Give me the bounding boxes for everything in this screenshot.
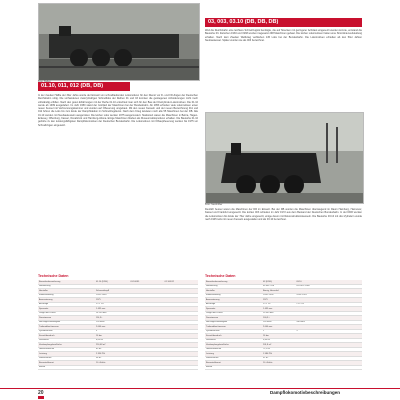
table-cell: 2'C1' h3 xyxy=(295,302,328,307)
locomotive-photo-image xyxy=(206,113,363,203)
table-row-label: Brennstoffvorrat xyxy=(38,361,95,366)
table-row-label: Hersteller xyxy=(205,289,262,294)
table-row xyxy=(205,365,362,370)
table-row-label: Dienstmasse xyxy=(205,316,262,321)
tech-data-table-right xyxy=(205,280,362,370)
table-cell: 03 (DRG) xyxy=(262,280,295,284)
table-cell: 01.10/011 xyxy=(129,280,163,284)
table-row-label: Verdampfungsheizfläche xyxy=(205,343,262,348)
table-row-label: Rostfläche xyxy=(205,338,262,343)
table-cell: Schwartzkopff xyxy=(95,289,129,294)
table-row-label: Rostfläche xyxy=(38,338,95,343)
table-row-label: Zylinderanzahl xyxy=(205,329,262,334)
section-header-01-10: 01.10, 011, 012 (DB, DB) xyxy=(38,82,130,91)
table-row-label: Überhitzerfläche xyxy=(38,347,95,352)
section-text-03-top: Weil die Reichsbahn eine leichtere Schnellzuglok benötigte, die auf Strecken mit geringerer Achslast eingesetzt werden konnte, entstand die Baureihe 03. Zwischen 1930 und 1938 wurden insgesamt 298 Maschinen gebaut. Die letzten Lokomotiven hatten eine Stromlinienverkleidung erhalten. Nach dem Zweiten Weltkrieg verblieben 145 Loks bei der Bundesbahn. Die Lokomotiven erhielten ab den 50er Jahren Neubaukessel. Später wurden sie als 003 bezeichnet. xyxy=(205,29,362,42)
section-text-03-bottom: Deutlich besser waren die Maschinen der DR im Einsatz. Bei der DB wurden die Maschinen überwiegend im Raum Hamburg, Hannover, Kassel und Frankfurt eingesetzt. Die letzten 003 schieden im Jahr 1972 aus dem Bestand der Deutschen Bundesbahn. In der DDR wurden die Lokomotiven bis Ende der 70er Jahre eingesetzt, einige davon mit Rekonstruktionskesseln. Die Baureihe 03.10 mit drei Zylindern wurde nach 1945 teils mit neuen Kesseln ausgestattet und als 03.10 bezeichnet. xyxy=(205,208,362,221)
table-cell: 114,3 t xyxy=(95,316,129,321)
table-cell: 2'C1' h2 xyxy=(262,302,295,307)
tech-data-table-left xyxy=(38,280,198,370)
table-cell: 38 m³ xyxy=(95,356,129,361)
table-row-label: Wasservorrat xyxy=(38,356,95,361)
table-cell xyxy=(95,365,129,370)
table-row-label: Länge über Puffer xyxy=(38,311,95,316)
locomotive-photo-image xyxy=(39,4,199,80)
table-row-label: Spurweite xyxy=(205,307,262,312)
table-cell: 2 xyxy=(262,329,295,334)
tech-data-title-right: Technische Daten xyxy=(205,274,236,278)
table-row-label: Bauart xyxy=(205,365,262,370)
table-row-label: Kesselüberdruck xyxy=(38,334,95,339)
table-cell: 10 t Kohle xyxy=(95,361,129,366)
table-cell: 3 xyxy=(95,329,129,334)
tech-data-title-left: Technische Daten xyxy=(38,274,69,278)
table-row-label: Kesselüberdruck xyxy=(205,334,262,339)
table-cell: 150 km/h xyxy=(95,320,129,325)
table-cell xyxy=(329,365,362,370)
table-cell: 1939–1941 xyxy=(295,293,328,298)
table-cell xyxy=(129,365,163,370)
locomotive-photo-mid-right xyxy=(205,112,364,204)
table-cell: 32 m³ xyxy=(262,356,295,361)
table-row-label: Dienstmasse xyxy=(38,316,95,321)
section-text-01-10: In der zweiten Hälfte der 30er Jahre wurde der Einsatz von schnelllaufenden Lokomotiven für den Dienst vor D- und FD-Zügen der Deutschen Reichsbahn nötig. Die vorhandenen zweizylindrigen Schnellloks der Reihen 01 und 03 konnten die gestiegenen Anforderungen nicht mehr vollständig erfüllen. Nach den guten Erfahrungen mit der Reihe 01.10 entschied man sich für den Bau der Dreizylinder-Lokomotiven. Die 01.10 wurde ab 1939 ausgeliefert. Im Jahr 1950 stand der Großteil der Maschinen bei der Bundesbahn. Ab 1953 erhielten viele Lokomotiven einen neuen Kessel mit Verbrennungskammer und wurden auf Ölfeuerung umgebaut. Mit den neuen Kesseln und der neuen Bezeichnung 011 und 012 fuhren die Loks bis zum Ende der Dampftraktion im Schnellzugdienst. Nach dem Krieg landeten noch alle 55 Maschinen bei der DB. Alle 01.10 wurden mit Neubaukesseln ausgerüstet. Die letzten Loks wurden 1975 ausgemustert. Stationiert waren die Maschinen in Bebra, Hagen-Eckesey, Offenburg, Kassel, Osnabrück und Hamburg-Altona. Einige Maschinen blieben als Museumslokomotiven erhalten. Die Baureihe 01.10 gehörte zu den leistungsfähigsten Dampflokomotiven der Deutschen Bundesbahn. Die Lokomotiven mit Ölhauptfeuerung wurden bis 1975 vor Schnellzügen eingesetzt. xyxy=(38,94,198,127)
publisher-logo-icon xyxy=(38,396,44,399)
table-row-label: Nummerung xyxy=(205,284,262,289)
table-cell: 01.10/012 xyxy=(164,280,198,284)
table-row-label: Leistung xyxy=(38,352,95,357)
table-row-label: Nummerung xyxy=(38,284,95,289)
table-row-label: Baureihenbezeichnung xyxy=(205,280,262,284)
table-cell: Borsig, Henschel xyxy=(262,289,295,294)
table-cell: 1975 xyxy=(95,298,129,303)
table-cell: 1.435 mm xyxy=(95,307,129,312)
table-row-label: Zylinderanzahl xyxy=(38,329,95,334)
table-row-label: Länge über Puffer xyxy=(205,311,262,316)
page-number: 20 xyxy=(38,390,44,396)
table-cell: 1.435 mm xyxy=(262,307,295,312)
table-cell: 2.000 mm xyxy=(262,325,295,330)
table-cell: 16 bar xyxy=(262,334,295,339)
table-cell: 216,68 m² xyxy=(95,343,129,348)
photo-caption-mid-right: Foto: Steinhilber xyxy=(205,203,223,206)
table-cell xyxy=(164,365,198,370)
table-cell: 03.10 xyxy=(295,280,328,284)
table-row-label: Brennstoffvorrat xyxy=(205,361,262,366)
table-cell: 23.905 mm xyxy=(262,311,295,316)
table-row-label: Baureihenbezeichnung xyxy=(38,280,95,284)
table-cell: 2'C1' h3 xyxy=(95,302,129,307)
table-cell: 130 km/h xyxy=(262,320,295,325)
table-row-label: Spurweite xyxy=(38,307,95,312)
table-cell: 100,3 t xyxy=(262,316,295,321)
footer-rule xyxy=(0,388,400,389)
table-row-label: Höchstgeschwindigkeit xyxy=(38,320,95,325)
table-cell: 85 m² xyxy=(95,347,129,352)
table-row-label: Indienststellung xyxy=(205,293,262,298)
table-cell xyxy=(262,365,295,370)
table-cell: 140 km/h xyxy=(295,320,328,325)
table-row-label: Leistung xyxy=(205,352,262,357)
table-cell: 01.10 (DRG) xyxy=(95,280,129,284)
table-row-label: Überhitzerfläche xyxy=(205,347,262,352)
table-row-label: Ausmusterung xyxy=(205,298,262,303)
table-row-label: Treibraddurchmesser xyxy=(38,325,95,330)
table-row-label: Höchstgeschwindigkeit xyxy=(205,320,262,325)
table-cell: 2.350 PSi xyxy=(95,352,129,357)
table-cell: 3,89 m² xyxy=(262,338,295,343)
table-cell: 4,05 m² xyxy=(95,338,129,343)
table-row-label: Ausmusterung xyxy=(38,298,95,303)
locomotive-photo-top-left xyxy=(38,3,200,81)
table-cell: 1930–1938 xyxy=(262,293,295,298)
table-cell: 10 t Kohle xyxy=(262,361,295,366)
table-row-label: Hersteller xyxy=(38,289,95,294)
table-row-label: Achsfolge xyxy=(38,302,95,307)
table-row-label: Achsfolge xyxy=(205,302,262,307)
table-cell: 03 001–298 xyxy=(262,284,295,289)
table-cell: 16 bar xyxy=(95,334,129,339)
table-cell: 201,8 m² xyxy=(262,343,295,348)
table-cell: 24.130 mm xyxy=(95,311,129,316)
table-row-label: Verdampfungsheizfläche xyxy=(38,343,95,348)
table-cell: 1979 xyxy=(262,298,295,303)
table-row xyxy=(38,365,198,370)
table-row-label: Indienststellung xyxy=(38,293,95,298)
table-cell: 72,2 m² xyxy=(262,347,295,352)
section-header-03: 03, 003, 03.10 (DB, DB, DB) xyxy=(205,18,362,27)
table-row-label: Wasservorrat xyxy=(205,356,262,361)
running-head: Dampflokomotivbeschreibungen xyxy=(269,390,340,395)
table-cell xyxy=(295,365,328,370)
table-cell: 3 xyxy=(295,329,328,334)
table-row-label: Bauart xyxy=(38,365,95,370)
table-cell: 2.000 mm xyxy=(95,325,129,330)
table-cell: 03 1001–1060 xyxy=(295,284,328,289)
table-cell: 1.980 PSi xyxy=(262,352,295,357)
table-cell: 1939–1940 xyxy=(95,293,129,298)
table-row-label: Treibraddurchmesser xyxy=(205,325,262,330)
